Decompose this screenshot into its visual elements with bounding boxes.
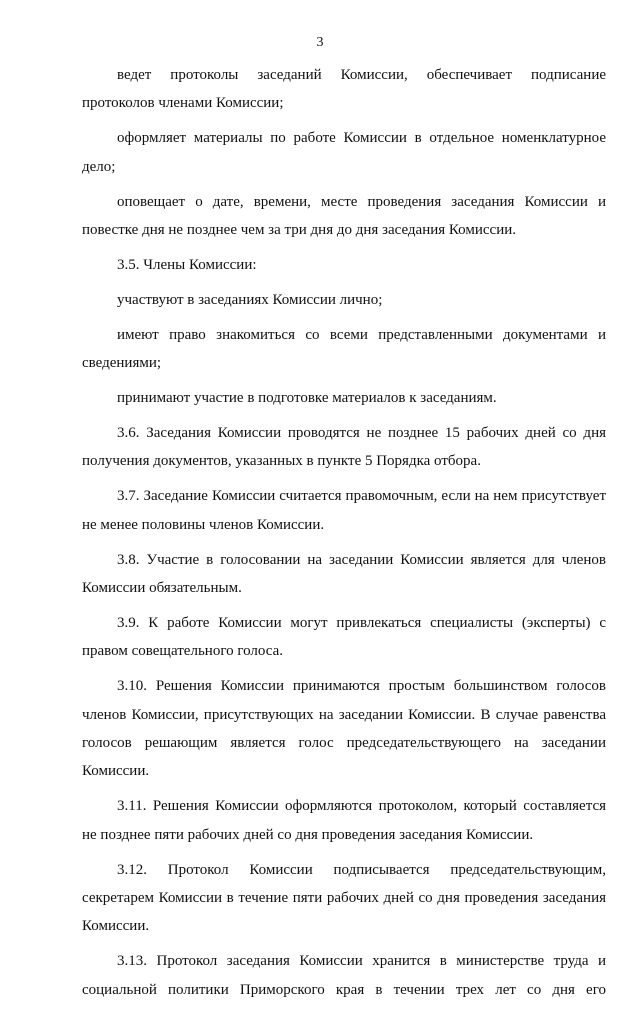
paragraph-4: участвуют в заседаниях Комиссии лично; bbox=[117, 291, 383, 308]
paragraph-3: оповещает о дате, времени, месте проведения заседания Комиссии и повестке дня не позднее чем за три дня до дня заседания Комиссии. bbox=[82, 193, 606, 239]
paragraph-3-10: 3.10. Решения Комиссии принимаются простым большинством голосов членов Комиссии, присутствующих на заседании Комиссии. В случае равенства голосов решающим является голос председательствующего на заседании Комиссии. bbox=[82, 678, 606, 780]
paragraph-3-9: 3.9. К работе Комиссии могут привлекаться специалисты (эксперты) с правом совещательного голоса. bbox=[82, 614, 606, 660]
paragraph-3-5-heading: 3.5. Члены Комиссии: bbox=[117, 256, 257, 273]
paragraph-6: принимают участие в подготовке материалов к заседаниям. bbox=[117, 390, 497, 407]
paragraph-5: имеют право знакомиться со всеми представленными документами и сведениями; bbox=[82, 326, 606, 372]
paragraph-3-12: 3.12. Протокол Комиссии подписывается председательствующим, секретарем Комиссии в течение пяти рабочих дней со дня проведения заседания Комиссии. bbox=[82, 861, 606, 935]
paragraph-3-6: 3.6. Заседания Комиссии проводятся не позднее 15 рабочих дней со дня получения документов, указанных в пункте 5 Порядка отбора. bbox=[82, 424, 606, 470]
paragraph-3-8: 3.8. Участие в голосовании на заседании Комиссии является для членов Комиссии обязательным. bbox=[82, 551, 606, 596]
paragraph-1: ведет протоколы заседаний Комиссии, обеспечивает подписание протоколов членами Комиссии; bbox=[82, 67, 606, 112]
paragraph-3-13: 3.13. Протокол заседания Комиссии хранится в министерстве труда и социальной политики Приморского края в течении трех лет со дня его bbox=[82, 953, 606, 998]
document-body bbox=[82, 61, 606, 1011]
page-number: 3 bbox=[316, 35, 324, 50]
paragraph-3-11: 3.11. Решения Комиссии оформляются протоколом, который составляется не позднее пяти рабочих дней со дня проведения заседания Комиссии. bbox=[82, 798, 606, 843]
paragraph-3-7: 3.7. Заседание Комиссии считается правомочным, если на нем присутствует не менее половины членов Комиссии. bbox=[82, 488, 606, 533]
paragraph-2: оформляет материалы по работе Комиссии в отдельное номенклатурное дело; bbox=[82, 130, 606, 175]
